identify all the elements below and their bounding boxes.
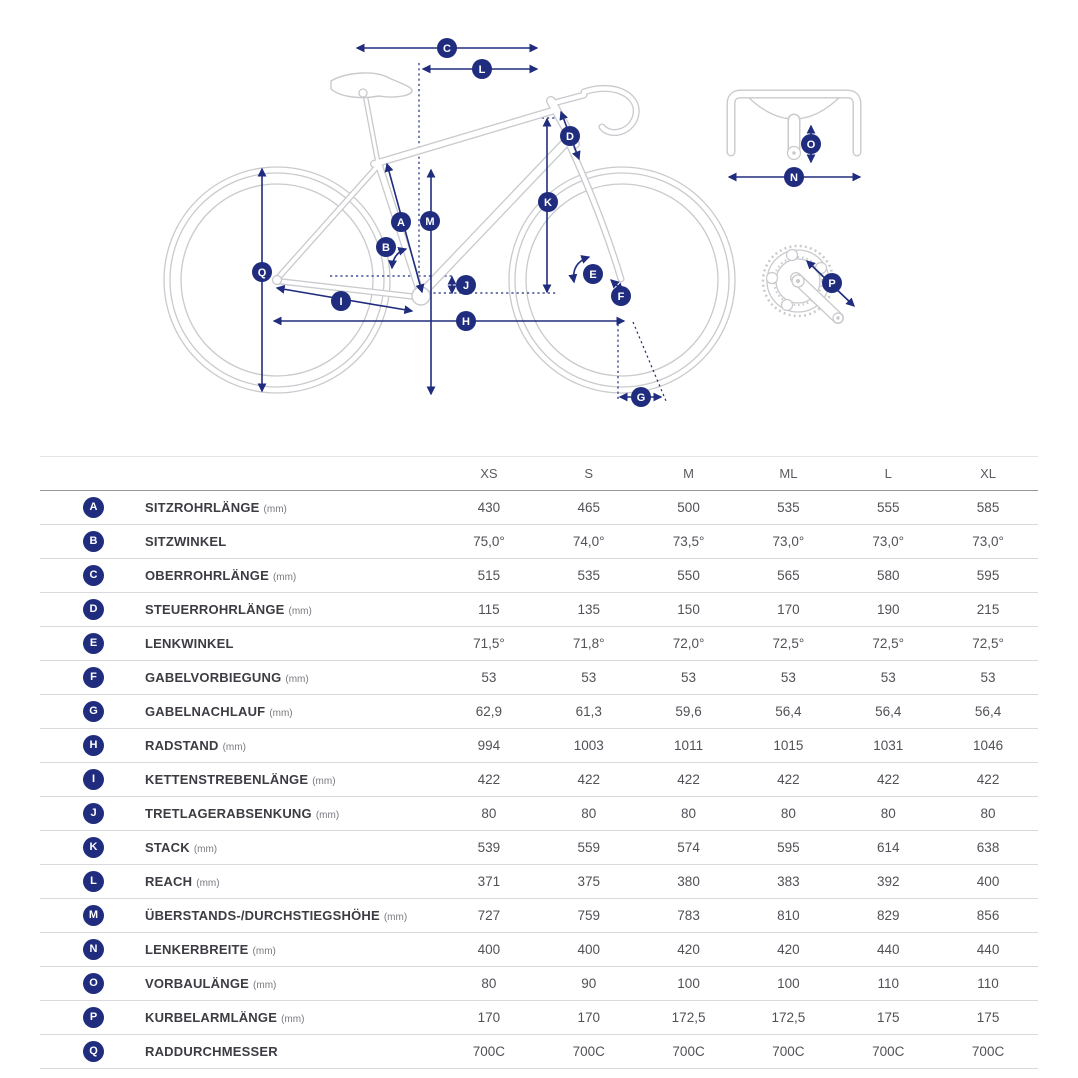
row-value: 74,0° <box>539 525 639 559</box>
row-label: STACK <box>145 839 190 855</box>
diagram-badge-J <box>456 275 476 295</box>
row-value: 135 <box>539 593 639 627</box>
row-value: 172,5 <box>738 1001 838 1035</box>
row-value: 810 <box>738 899 838 933</box>
row-value: 53 <box>938 661 1038 695</box>
table-row-J <box>40 797 1038 831</box>
geometry-diagram-area <box>0 0 1078 446</box>
row-value: 400 <box>439 933 539 967</box>
table-row-P <box>40 1001 1038 1035</box>
table-row-A <box>40 491 1038 525</box>
row-letter-badge: J <box>83 803 104 824</box>
row-letter-badge: M <box>83 905 104 926</box>
row-value: 80 <box>738 797 838 831</box>
row-label: KETTENSTREBENLÄNGE <box>145 771 309 787</box>
row-value: 61,3 <box>539 695 639 729</box>
diagram-badge-N <box>784 167 804 187</box>
row-unit: (mm) <box>288 605 312 617</box>
row-value: 80 <box>838 797 938 831</box>
row-letter-badge: I <box>83 769 104 790</box>
diagram-badge-O <box>801 134 821 154</box>
row-letter-badge: F <box>83 667 104 688</box>
row-unit: (mm) <box>269 707 293 719</box>
row-value: 80 <box>439 797 539 831</box>
row-value: 638 <box>938 831 1038 865</box>
svg-text:O: O <box>806 138 816 151</box>
row-letter-badge: D <box>83 599 104 620</box>
row-value: 465 <box>539 491 639 525</box>
row-value: 400 <box>938 865 1038 899</box>
row-label: ÜBERSTANDS-/DURCHSTIEGSHÖHE <box>145 907 380 923</box>
row-value: 150 <box>639 593 739 627</box>
table-row-E <box>40 627 1038 661</box>
geometry-table <box>40 456 1038 1069</box>
row-value: 783 <box>639 899 739 933</box>
row-value: 72,0° <box>639 627 739 661</box>
row-value: 53 <box>639 661 739 695</box>
row-value: 71,5° <box>439 627 539 661</box>
svg-text:H: H <box>462 315 470 328</box>
table-row-F <box>40 661 1038 695</box>
table-row-C <box>40 559 1038 593</box>
diagram-badge-Q <box>252 262 272 282</box>
svg-text:F: F <box>617 290 625 303</box>
row-label: LENKERBREITE <box>145 941 249 957</box>
row-unit: (mm) <box>253 979 277 991</box>
row-value: 73,0° <box>838 525 938 559</box>
row-value: 190 <box>838 593 938 627</box>
row-label: TRETLAGERABSENKUNG <box>145 805 312 821</box>
row-letter-badge: N <box>83 939 104 960</box>
row-label: RADDURCHMESSER <box>145 1043 278 1059</box>
row-value: 380 <box>639 865 739 899</box>
row-value: 700C <box>439 1035 539 1069</box>
svg-text:D: D <box>566 130 574 143</box>
table-row-B <box>40 525 1038 559</box>
row-label: SITZWINKEL <box>145 533 227 549</box>
row-value: 80 <box>539 797 639 831</box>
reference-lines <box>330 63 666 401</box>
row-value: 100 <box>738 967 838 1001</box>
size-header-S: S <box>539 457 639 491</box>
row-value: 80 <box>938 797 1038 831</box>
row-value: 422 <box>539 763 639 797</box>
size-header-row <box>40 457 1038 491</box>
row-value: 535 <box>738 491 838 525</box>
bike-geometry-diagram <box>0 0 1078 446</box>
table-row-D <box>40 593 1038 627</box>
diagram-badge-D <box>560 126 580 146</box>
row-unit: (mm) <box>272 571 297 583</box>
row-value: 700C <box>539 1035 639 1069</box>
row-value: 56,4 <box>838 695 938 729</box>
svg-text:B: B <box>382 241 390 254</box>
row-value: 422 <box>639 763 739 797</box>
row-letter-badge: E <box>83 633 104 654</box>
row-value: 71,8° <box>539 627 639 661</box>
row-value: 383 <box>738 865 838 899</box>
row-letter-badge: C <box>83 565 104 586</box>
diagram-badge-M <box>420 211 440 231</box>
row-unit: (mm) <box>315 809 340 821</box>
row-value: 559 <box>539 831 639 865</box>
svg-text:E: E <box>589 268 597 281</box>
row-value: 75,0° <box>439 525 539 559</box>
row-value: 110 <box>938 967 1038 1001</box>
rear-dropout <box>273 276 282 285</box>
size-header-XS: XS <box>439 457 539 491</box>
row-value: 371 <box>439 865 539 899</box>
diagram-badge-E <box>583 264 603 284</box>
row-label: KURBELARMLÄNGE <box>145 1009 278 1025</box>
row-letter-badge: P <box>83 1007 104 1028</box>
row-value: 53 <box>838 661 938 695</box>
row-unit: (mm) <box>281 1013 305 1025</box>
table-row-N <box>40 933 1038 967</box>
row-value: 90 <box>539 967 639 1001</box>
diagram-badge-L <box>472 59 492 79</box>
row-value: 1011 <box>639 729 739 763</box>
row-value: 422 <box>838 763 938 797</box>
row-letter-badge: Q <box>83 1041 104 1062</box>
row-value: 115 <box>439 593 539 627</box>
row-label: REACH <box>145 873 193 889</box>
handlebar-top-view <box>731 94 857 160</box>
row-value: 73,5° <box>639 525 739 559</box>
diagram-badge-H <box>456 311 476 331</box>
row-letter-badge: K <box>83 837 104 858</box>
row-value: 565 <box>738 559 838 593</box>
row-label: STEUERROHRLÄNGE <box>145 601 285 617</box>
row-value: 727 <box>439 899 539 933</box>
row-letter-badge: B <box>83 531 104 552</box>
row-unit: (mm) <box>193 843 218 855</box>
size-header-M: M <box>639 457 739 491</box>
row-value: 375 <box>539 865 639 899</box>
row-value: 73,0° <box>938 525 1038 559</box>
table-row-Q <box>40 1035 1038 1069</box>
row-value: 72,5° <box>738 627 838 661</box>
row-letter-badge: A <box>83 497 104 518</box>
row-unit: (mm) <box>312 775 336 787</box>
row-letter-badge: L <box>83 871 104 892</box>
svg-text:J: J <box>462 279 470 292</box>
row-value: 829 <box>838 899 938 933</box>
row-unit: (mm) <box>285 673 309 685</box>
row-unit: (mm) <box>196 877 220 889</box>
svg-text:Q: Q <box>257 266 267 279</box>
row-label: GABELNACHLAUF <box>145 703 266 719</box>
svg-text:I: I <box>339 295 343 308</box>
saddle <box>331 73 412 98</box>
row-value: 170 <box>439 1001 539 1035</box>
row-letter-badge: G <box>83 701 104 722</box>
diagram-badge-B <box>376 237 396 257</box>
row-value: 73,0° <box>738 525 838 559</box>
row-unit: (mm) <box>263 503 287 515</box>
row-value: 110 <box>838 967 938 1001</box>
row-label: SITZROHRLÄNGE <box>145 499 260 515</box>
bike-side-view <box>164 63 735 401</box>
size-header-ML: ML <box>738 457 838 491</box>
svg-text:A: A <box>397 216 405 229</box>
row-value: 759 <box>539 899 639 933</box>
row-letter-badge: H <box>83 735 104 756</box>
row-value: 595 <box>938 559 1038 593</box>
row-value: 585 <box>938 491 1038 525</box>
row-value: 53 <box>539 661 639 695</box>
row-value: 80 <box>639 797 739 831</box>
row-value: 580 <box>838 559 938 593</box>
row-value: 1015 <box>738 729 838 763</box>
table-row-I <box>40 763 1038 797</box>
row-value: 175 <box>938 1001 1038 1035</box>
row-value: 420 <box>738 933 838 967</box>
row-label: VORBAULÄNGE <box>145 975 250 991</box>
row-value: 515 <box>439 559 539 593</box>
table-row-M <box>40 899 1038 933</box>
row-value: 700C <box>738 1035 838 1069</box>
row-label: GABELVORBIEGUNG <box>145 669 282 685</box>
row-value: 422 <box>738 763 838 797</box>
row-value: 62,9 <box>439 695 539 729</box>
row-label: LENKWINKEL <box>145 635 234 651</box>
svg-text:M: M <box>425 215 435 228</box>
svg-text:C: C <box>443 42 451 55</box>
svg-text:L: L <box>478 63 486 76</box>
svg-text:P: P <box>828 277 836 290</box>
stem-clamp-bolt <box>792 151 796 155</box>
size-header-L: L <box>838 457 938 491</box>
row-value: 539 <box>439 831 539 865</box>
row-value: 170 <box>738 593 838 627</box>
row-value: 1031 <box>838 729 938 763</box>
row-value: 422 <box>938 763 1038 797</box>
table-row-L <box>40 865 1038 899</box>
svg-text:G: G <box>636 391 646 404</box>
svg-text:N: N <box>790 171 798 184</box>
saddle-clamp <box>359 89 367 97</box>
row-value: 994 <box>439 729 539 763</box>
row-label: OBERROHRLÄNGE <box>145 567 269 583</box>
row-value: 215 <box>938 593 1038 627</box>
row-value: 56,4 <box>738 695 838 729</box>
row-unit: (mm) <box>383 911 408 923</box>
row-value: 535 <box>539 559 639 593</box>
row-value: 555 <box>838 491 938 525</box>
row-value: 420 <box>639 933 739 967</box>
row-value: 400 <box>539 933 639 967</box>
row-value: 595 <box>738 831 838 865</box>
row-label: RADSTAND <box>145 737 219 753</box>
table-row-G <box>40 695 1038 729</box>
row-value: 430 <box>439 491 539 525</box>
diagram-badge-P <box>822 273 842 293</box>
row-value: 700C <box>938 1035 1038 1069</box>
row-value: 700C <box>838 1035 938 1069</box>
table-row-H <box>40 729 1038 763</box>
row-value: 422 <box>439 763 539 797</box>
diagram-badge-I <box>331 291 351 311</box>
row-value: 100 <box>639 967 739 1001</box>
header-label-spacer <box>145 457 439 491</box>
row-value: 53 <box>439 661 539 695</box>
row-value: 574 <box>639 831 739 865</box>
row-value: 59,6 <box>639 695 739 729</box>
row-unit: (mm) <box>252 945 276 957</box>
row-letter-badge: O <box>83 973 104 994</box>
diagram-badge-G <box>631 387 651 407</box>
row-value: 170 <box>539 1001 639 1035</box>
row-value: 1046 <box>938 729 1038 763</box>
row-value: 1003 <box>539 729 639 763</box>
diagram-badge-F <box>611 286 631 306</box>
row-value: 614 <box>838 831 938 865</box>
diagram-badge-C <box>437 38 457 58</box>
row-value: 550 <box>639 559 739 593</box>
header-badge-spacer <box>40 457 145 491</box>
row-value: 172,5 <box>639 1001 739 1035</box>
row-value: 440 <box>938 933 1038 967</box>
size-header-XL: XL <box>938 457 1038 491</box>
row-unit: (mm) <box>222 741 246 753</box>
row-value: 53 <box>738 661 838 695</box>
svg-text:K: K <box>544 196 552 209</box>
row-value: 700C <box>639 1035 739 1069</box>
table-row-O <box>40 967 1038 1001</box>
row-value: 856 <box>938 899 1038 933</box>
row-value: 56,4 <box>938 695 1038 729</box>
row-value: 392 <box>838 865 938 899</box>
row-value: 500 <box>639 491 739 525</box>
row-value: 80 <box>439 967 539 1001</box>
table-row-K <box>40 831 1038 865</box>
diagram-badge-K <box>538 192 558 212</box>
row-value: 72,5° <box>838 627 938 661</box>
row-value: 440 <box>838 933 938 967</box>
diagram-badge-A <box>391 212 411 232</box>
row-value: 175 <box>838 1001 938 1035</box>
row-value: 72,5° <box>938 627 1038 661</box>
